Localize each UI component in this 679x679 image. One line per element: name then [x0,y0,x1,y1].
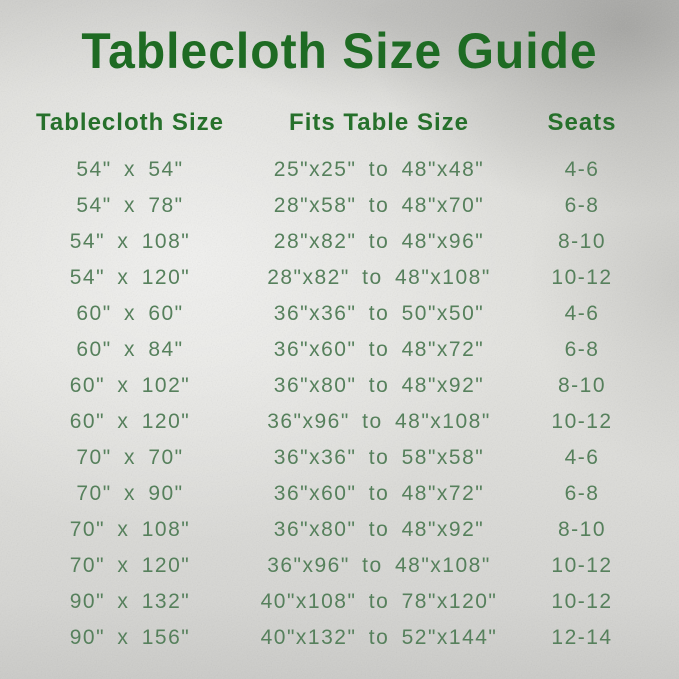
table-row [0,188,679,224]
cell-fits-table-size: 25"x25" to 48"x48" [273,158,485,181]
cell-tablecloth-size: 70" x 108" [69,518,191,541]
cell-tablecloth-size: 70" x 70" [76,446,184,469]
table-row [0,584,679,620]
cell-fits-table-size: 36"x60" to 48"x72" [273,338,485,361]
cell-seats: 8-10 [557,374,607,397]
cell-tablecloth-size: 54" x 108" [69,230,191,253]
table-row [0,152,679,188]
table-row [0,476,679,512]
cell-fits-table-size: 36"x80" to 48"x92" [273,374,485,397]
cell-fits-table-size: 40"x132" to 52"x144" [260,626,498,649]
cell-seats: 10-12 [551,554,613,577]
cell-seats: 8-10 [557,518,607,541]
cell-fits-table-size: 36"x96" to 48"x108" [267,410,491,433]
table-row [0,548,679,584]
cell-tablecloth-size: 90" x 132" [69,590,191,613]
cell-tablecloth-size: 60" x 84" [76,338,184,361]
page-title: Tablecloth Size Guide [81,24,598,80]
cell-tablecloth-size: 60" x 102" [69,374,191,397]
cell-seats: 12-14 [551,626,613,649]
cell-seats: 6-8 [564,194,600,217]
cell-tablecloth-size: 54" x 54" [76,158,184,181]
cell-seats: 10-12 [551,266,613,289]
cell-tablecloth-size: 70" x 120" [69,554,191,577]
cell-seats: 10-12 [551,590,613,613]
table-row [0,368,679,404]
column-header-tablecloth-size: Tablecloth Size [36,109,224,136]
table-header-row [0,106,679,140]
cell-fits-table-size: 36"x36" to 50"x50" [273,302,485,325]
cell-tablecloth-size: 90" x 156" [69,626,191,649]
cell-fits-table-size: 36"x36" to 58"x58" [273,446,485,469]
cell-seats: 8-10 [557,230,607,253]
table-row [0,440,679,476]
cell-tablecloth-size: 70" x 90" [76,482,184,505]
table-row [0,332,679,368]
table-row [0,404,679,440]
cell-seats: 6-8 [564,338,600,361]
cell-fits-table-size: 40"x108" to 78"x120" [260,590,498,613]
cell-seats: 4-6 [564,302,600,325]
cell-tablecloth-size: 54" x 78" [76,194,184,217]
cell-tablecloth-size: 60" x 120" [69,410,191,433]
cell-fits-table-size: 28"x58" to 48"x70" [273,194,485,217]
column-header-seats: Seats [547,109,617,136]
size-guide-table [0,106,679,656]
cell-fits-table-size: 28"x82" to 48"x108" [267,266,491,289]
cell-seats: 4-6 [564,158,600,181]
table-row [0,296,679,332]
cell-fits-table-size: 28"x82" to 48"x96" [273,230,485,253]
cell-fits-table-size: 36"x96" to 48"x108" [267,554,491,577]
cell-seats: 4-6 [564,446,600,469]
table-row [0,512,679,548]
table-row [0,260,679,296]
column-header-fits-table-size: Fits Table Size [289,109,469,136]
table-body [0,152,679,656]
table-row [0,620,679,656]
table-row [0,224,679,260]
cell-fits-table-size: 36"x80" to 48"x92" [273,518,485,541]
cell-seats: 6-8 [564,482,600,505]
cell-tablecloth-size: 60" x 60" [76,302,184,325]
cell-tablecloth-size: 54" x 120" [69,266,191,289]
cell-fits-table-size: 36"x60" to 48"x72" [273,482,485,505]
cell-seats: 10-12 [551,410,613,433]
